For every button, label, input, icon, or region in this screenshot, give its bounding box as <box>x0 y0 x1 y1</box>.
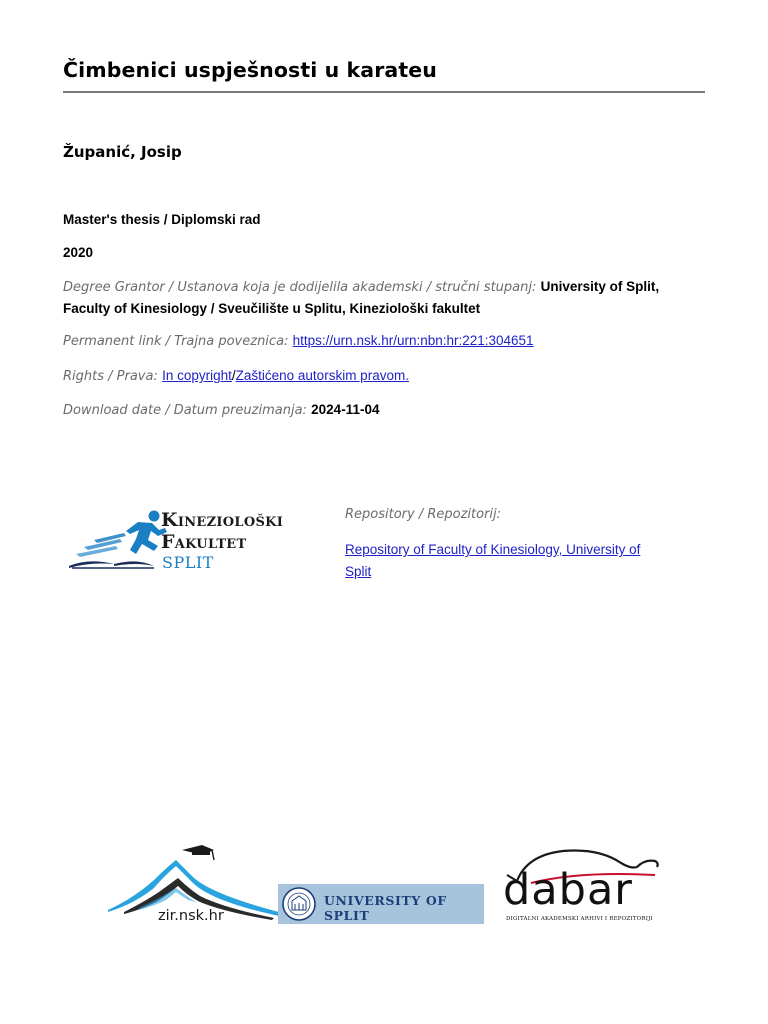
document-title: Čimbenici uspješnosti u karateu <box>63 58 437 82</box>
permanent-link-label: Permanent link / Trajna poveznica: <box>63 334 289 349</box>
dabar-logo-text: dabar <box>503 865 633 915</box>
degree-grantor <box>63 276 693 320</box>
title-divider <box>63 91 705 93</box>
permanent-link <box>63 330 534 352</box>
repository-link[interactable]: Repository of Faculty of Kinesiology, University of Split <box>345 542 641 579</box>
thesis-type: Master's thesis / Diplomski rad <box>63 212 261 227</box>
year: 2020 <box>63 245 94 260</box>
kif-logo[interactable] <box>64 506 320 576</box>
rights-link-in-copyright[interactable]: In copyright <box>162 368 232 383</box>
rights-label: Rights / Prava: <box>63 369 158 384</box>
download-date-label: Download date / Datum preuzimanja: <box>63 403 307 418</box>
permanent-link-url[interactable]: https://urn.nsk.hr/urn:nbn:hr:221:304651 <box>292 333 534 348</box>
kif-logo-line2: Fakultet <box>161 531 247 553</box>
dabar-logo[interactable] <box>503 845 665 927</box>
download-date-value: 2024-11-04 <box>311 402 380 417</box>
dabar-logo-subtitle: DIGITALNI AKADEMSKI ARHIVI I REPOZITORIJI <box>506 916 653 922</box>
unist-logo[interactable] <box>278 884 484 924</box>
rights-link-zasticeno[interactable]: Zaštićeno autorskim pravom. <box>235 368 409 383</box>
unist-seal-icon <box>281 886 317 922</box>
kif-logo-line1: Kineziološki <box>161 509 284 531</box>
author: Županić, Josip <box>63 143 182 161</box>
kif-logo-line3: SPLIT <box>162 553 214 572</box>
repository-link-wrap <box>345 539 665 583</box>
degree-grantor-label: Degree Grantor / Ustanova koja je dodijelila akademski / stručni stupanj: <box>63 280 537 295</box>
unist-logo-text: UNIVERSITY OF SPLIT <box>324 893 447 923</box>
repository-label: Repository / Repozitorij: <box>345 507 502 522</box>
rights <box>63 365 409 387</box>
zir-logo-text: zir.nsk.hr <box>158 908 224 924</box>
download-date <box>63 399 379 421</box>
zir-logo[interactable] <box>104 840 282 930</box>
rights-separator: / <box>231 368 236 383</box>
degree-grantor-value: University of Split, Faculty of Kinesiology / Sveučilište u Splitu, Kineziološki fakultet <box>63 279 660 316</box>
